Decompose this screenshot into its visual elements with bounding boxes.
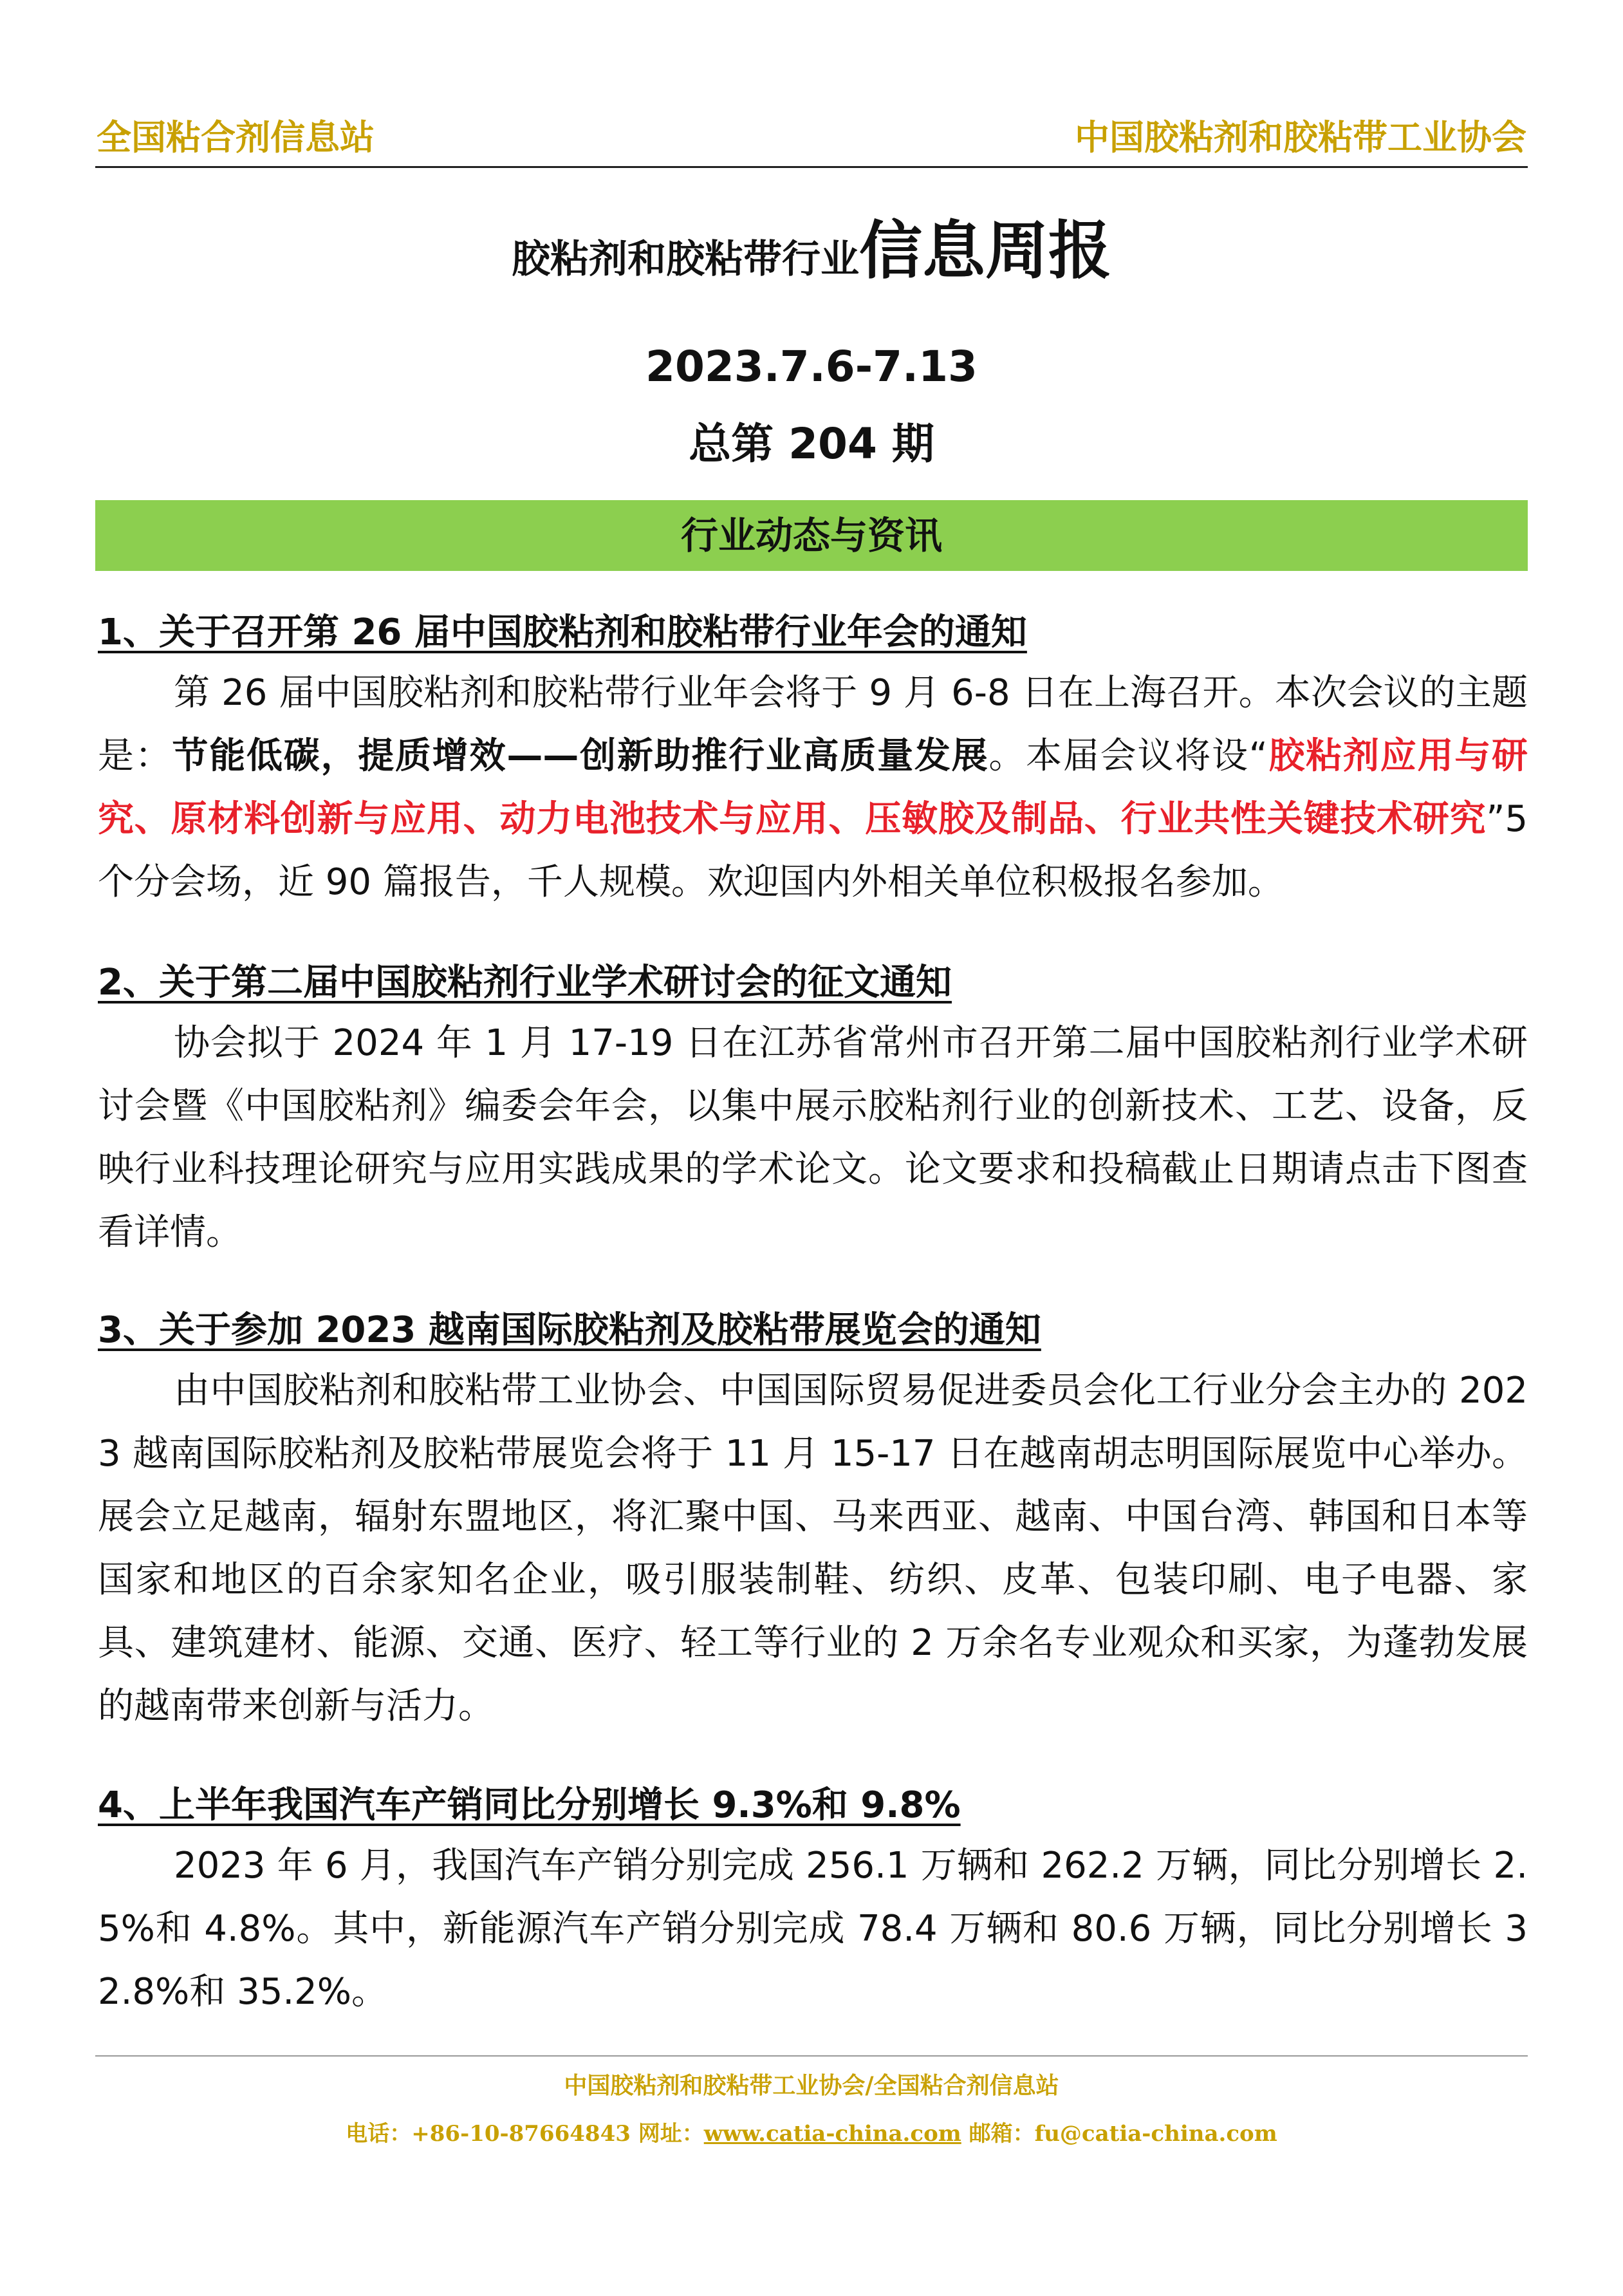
article-text: 。本届会议将设“ [988, 735, 1268, 777]
header-right-title: 中国胶粘剂和胶粘带工业协会 [1075, 117, 1526, 158]
footer-divider [95, 2055, 1528, 2057]
header-divider [95, 166, 1528, 168]
footer-contact [95, 2111, 1528, 2156]
article-2 [98, 954, 1528, 1264]
article-title: 1、关于召开第 26 届中国胶粘剂和胶粘带行业年会的通知 [98, 611, 1027, 653]
section-banner: 行业动态与资讯 [95, 500, 1528, 571]
forum-list: 胶粘剂应用与研究、原材料创新与应用、动力电池技术与应用、压敏胶及制品、行业共性关键技术研究 [98, 735, 1528, 840]
phone-number: +86-10-87664843 [411, 2121, 631, 2147]
page-title-main: 信息周报 [858, 214, 1111, 288]
article-body: 2023 年 6 月，我国汽车产销分别完成 256.1 万辆和 262.2 万辆，同比分别增长 2.5%和 4.8%。其中，新能源汽车产销分别完成 78.4 万辆和 80.6 万辆，同比分别增长 32.8%和 35.2%。 [98, 1845, 1528, 2013]
website-label: 网址： [630, 2121, 704, 2147]
email-label: 邮箱： [961, 2121, 1035, 2147]
article-4 [98, 1777, 1528, 2024]
header-left-title: 全国粘合剂信息站 [97, 117, 375, 158]
footer-org: 中国胶粘剂和胶粘带工业协会/全国粘合剂信息站 [564, 2072, 1059, 2099]
website-link[interactable]: www.catia-china.com [703, 2121, 961, 2147]
article-body: 协会拟于 2024 年 1 月 17-19 日在江苏省常州市召开第二届中国胶粘剂行业学术研讨会暨《中国胶粘剂》编委会年会，以集中展示胶粘剂行业的创新技术、工艺、设备，反映行业科技理论研究与应用实践成果的学术论文。论文要求和投稿截止日期请点击下图查看详情。 [98, 1022, 1528, 1253]
article-3 [98, 1302, 1528, 1738]
issue-number: 总第 204 期 [689, 419, 934, 469]
article-title: 3、关于参加 2023 越南国际胶粘剂及胶粘带展览会的通知 [98, 1309, 1041, 1351]
page-title [95, 206, 1528, 296]
date-range: 2023.7.6-7.13 [645, 342, 978, 391]
article-text: ”5 个分会场，近 90 篇报告，千人规模。欢迎国内外相关单位积极报名参加。 [98, 798, 1528, 903]
phone-label: 电话： [346, 2121, 412, 2147]
article-body [98, 662, 1528, 914]
article-text: 第 26 届中国胶粘剂和胶粘带行业年会将于 9 月 6-8 日在上海召开。本次会议的主题是： [98, 672, 1528, 777]
article-body: 由中国胶粘剂和胶粘带工业协会、中国国际贸易促进委员会化工行业分会主办的 2023 越南国际胶粘剂及胶粘带展览会将于 11 月 15-17 日在越南胡志明国际展览中心举办。展会立足越南，辐射东盟地区，将汇聚中国、马来西亚、越南、中国台湾、韩国和日本等国家和地区的百余家知名企业，吸引服装制鞋、纺织、皮革、包装印刷、电子电器、家具、建筑建材、能源、交通、医疗、轻工等行业的 2 万余名专业观众和买家，为蓬勃发展的越南带来创新与活力。 [98, 1370, 1528, 1727]
article-1 [98, 604, 1528, 914]
article-title: 4、上半年我国汽车产销同比分别增长 9.3%和 9.8% [98, 1784, 961, 1826]
article-title: 2、关于第二届中国胶粘剂行业学术研讨会的征文通知 [98, 962, 952, 1003]
email-address: fu@catia-china.com [1034, 2121, 1277, 2147]
page-title-prefix: 胶粘剂和胶粘带行业 [511, 237, 859, 282]
conference-theme: 节能低碳，提质增效——创新助推行业高质量发展 [172, 735, 989, 777]
